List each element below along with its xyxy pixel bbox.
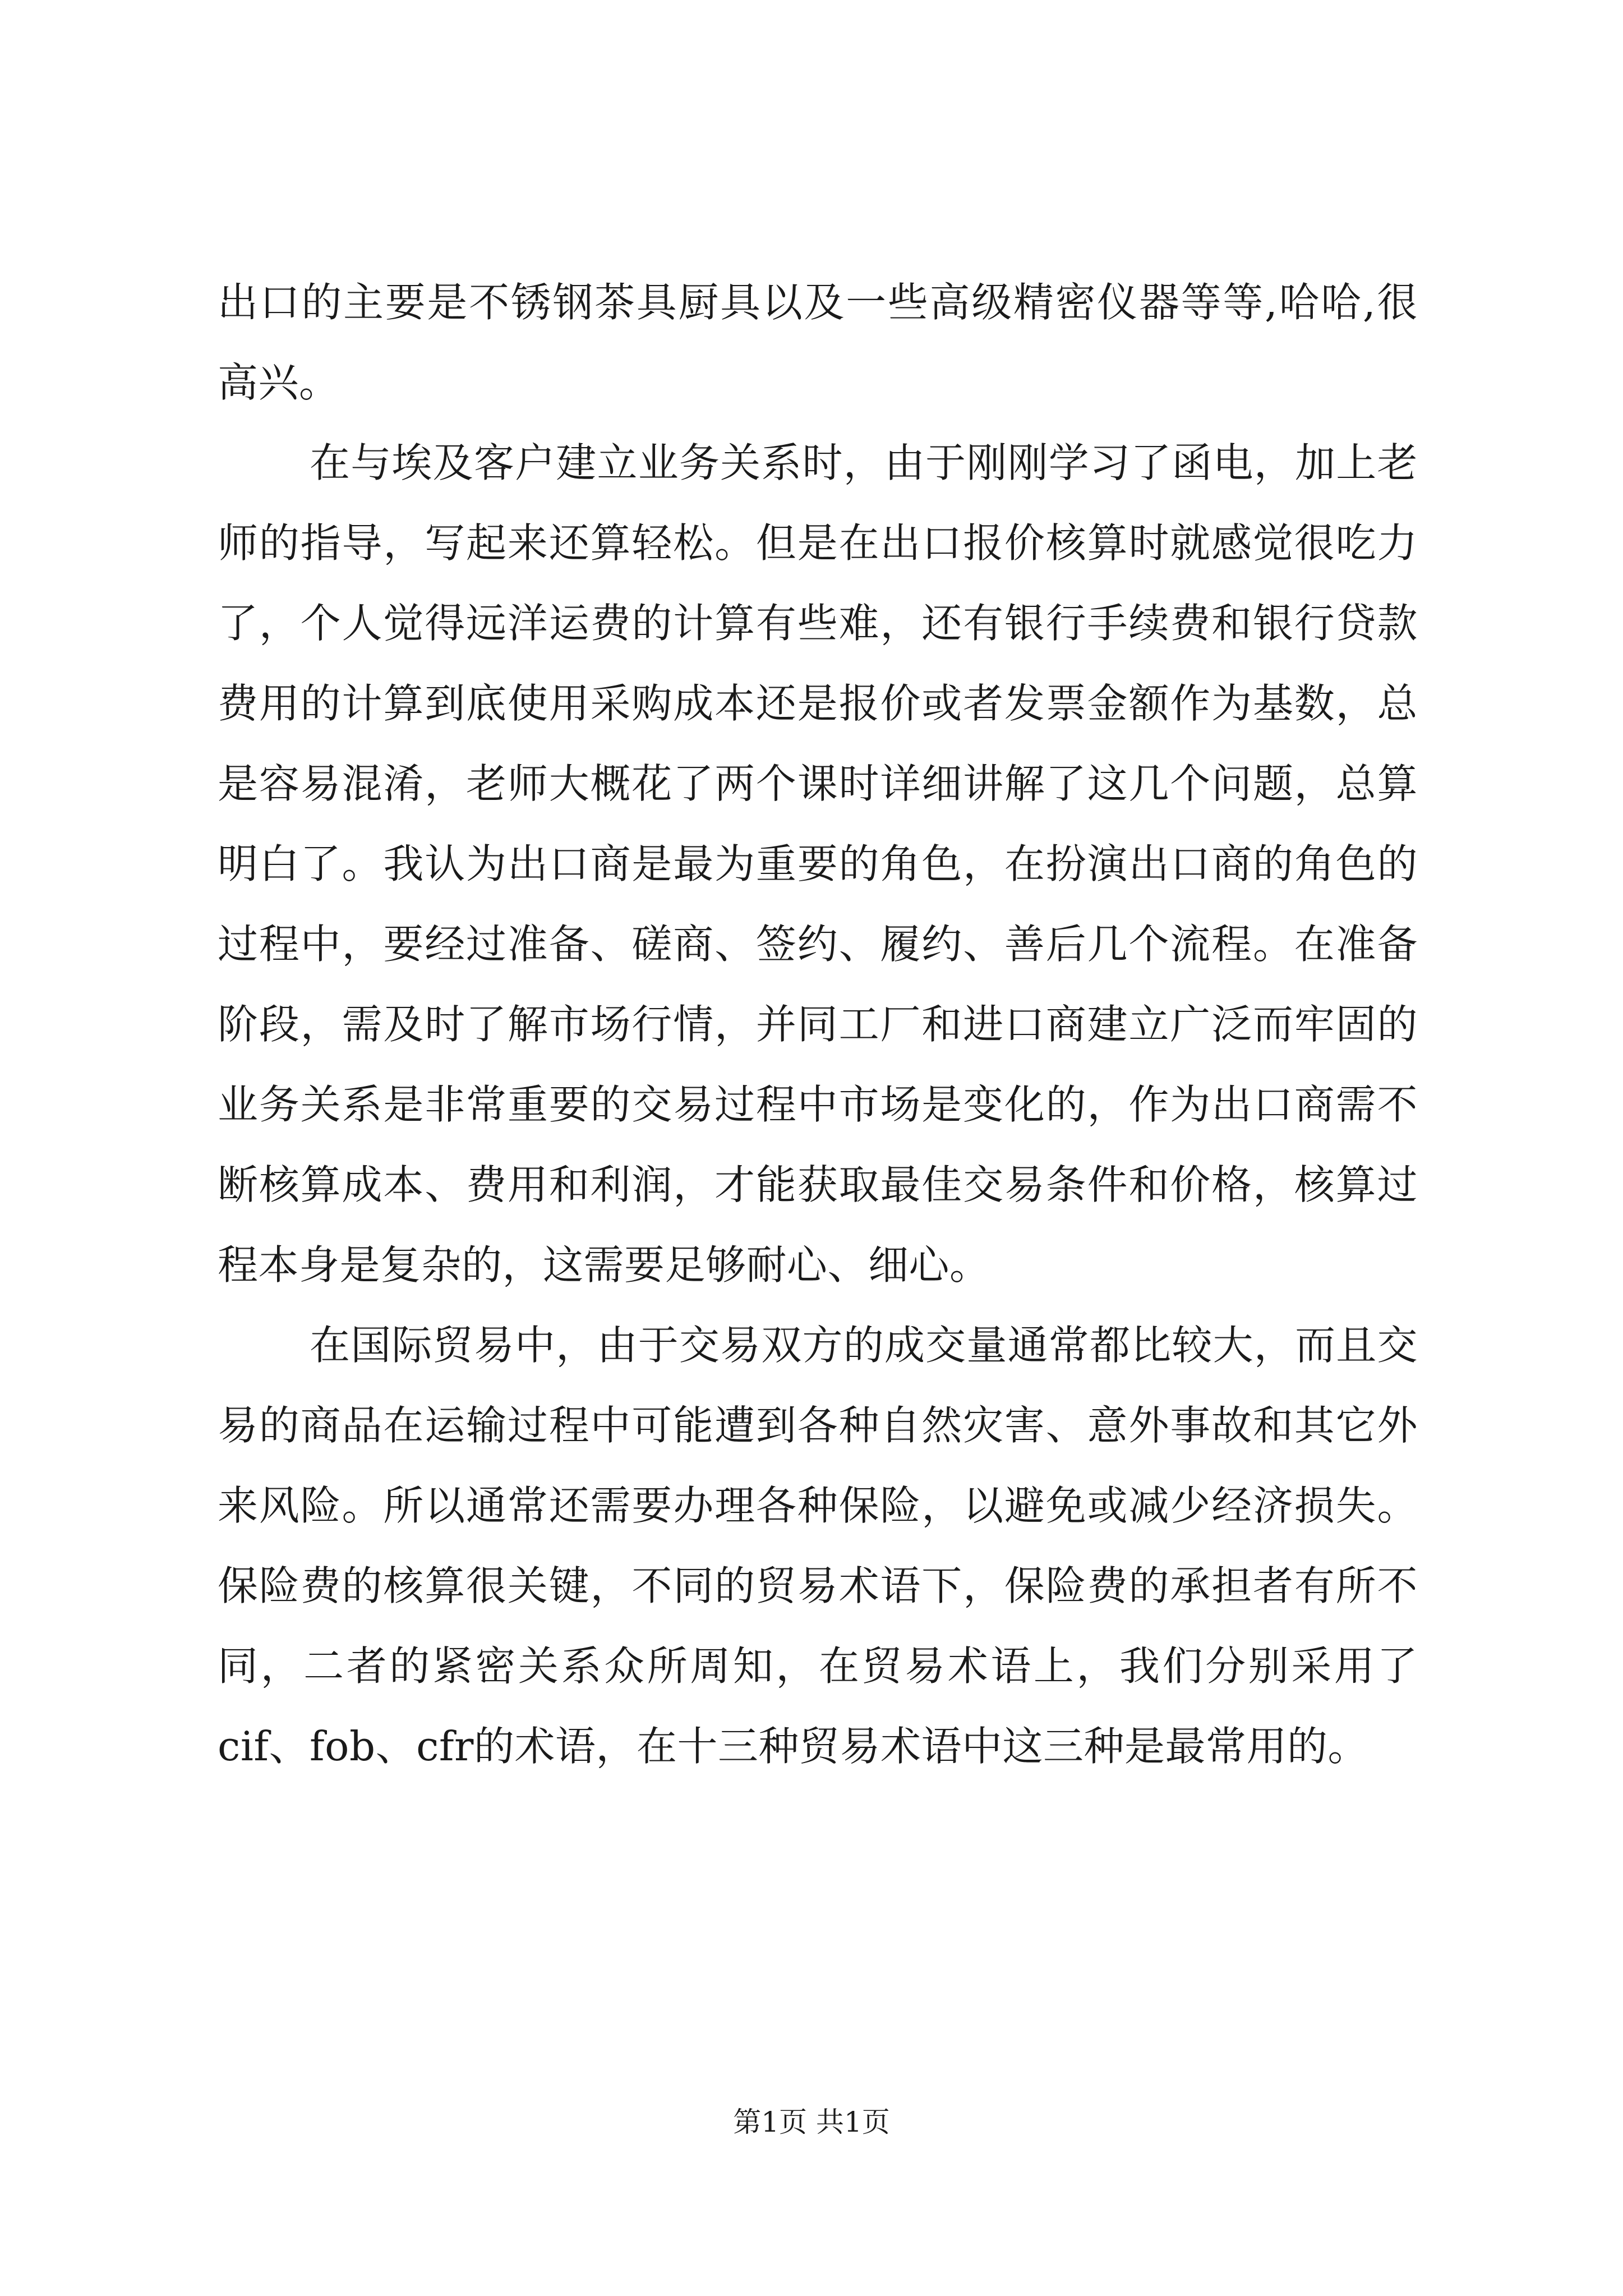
page-number-footer: 第1页 共1页 [733,2106,890,2138]
paragraph-client-relations: 在与埃及客户建立业务关系时，由于刚刚学习了函电，加上老师的指导，写起来还算轻松。但是在出口报价核算时就感觉很吃力了，个人觉得远洋运费的计算有些难，还有银行手续费和银行贷款费用的计算到底使用采购成本还是报价或者发票金额作为基数，总是容易混淆，老师大概花了两个课时详细讲解了这几个问题，总算明白了。我认为出口商是最为重要的角色，在扮演出口商的角色的过程中，要经过准备、磋商、签约、履约、善后几个流程。在准备阶段，需及时了解市场行情，并同工厂和进口商建立广泛而牢固的业务关系是非常重要的交易过程中市场是变化的，作为出口商需不断核算成本、费用和利润，才能获取最佳交易条件和价格，核算过程本身是复杂的，这需要足够耐心、细心。 [218,439,1418,1289]
document-body [218,263,1418,1787]
paragraph-continued: 出口的主要是不锈钢茶具厨具以及一些高级精密仪器等等,哈哈,很高兴。 [218,279,1418,406]
paragraph-insurance: 在国际贸易中，由于交易双方的成交量通常都比较大，而且交易的商品在运输过程中可能遭到各种自然灾害、意外事故和其它外来风险。所以通常还需要办理各种保险，以避免或减少经济损失。保险费的核算很关键，不同的贸易术语下，保险费的承担者有所不同，二者的紧密关系众所周知，在贸易术语上，我们分别采用了cif、fob、cfr的术语，在十三种贸易术语中这三种是最常用的。 [218,1322,1418,1770]
